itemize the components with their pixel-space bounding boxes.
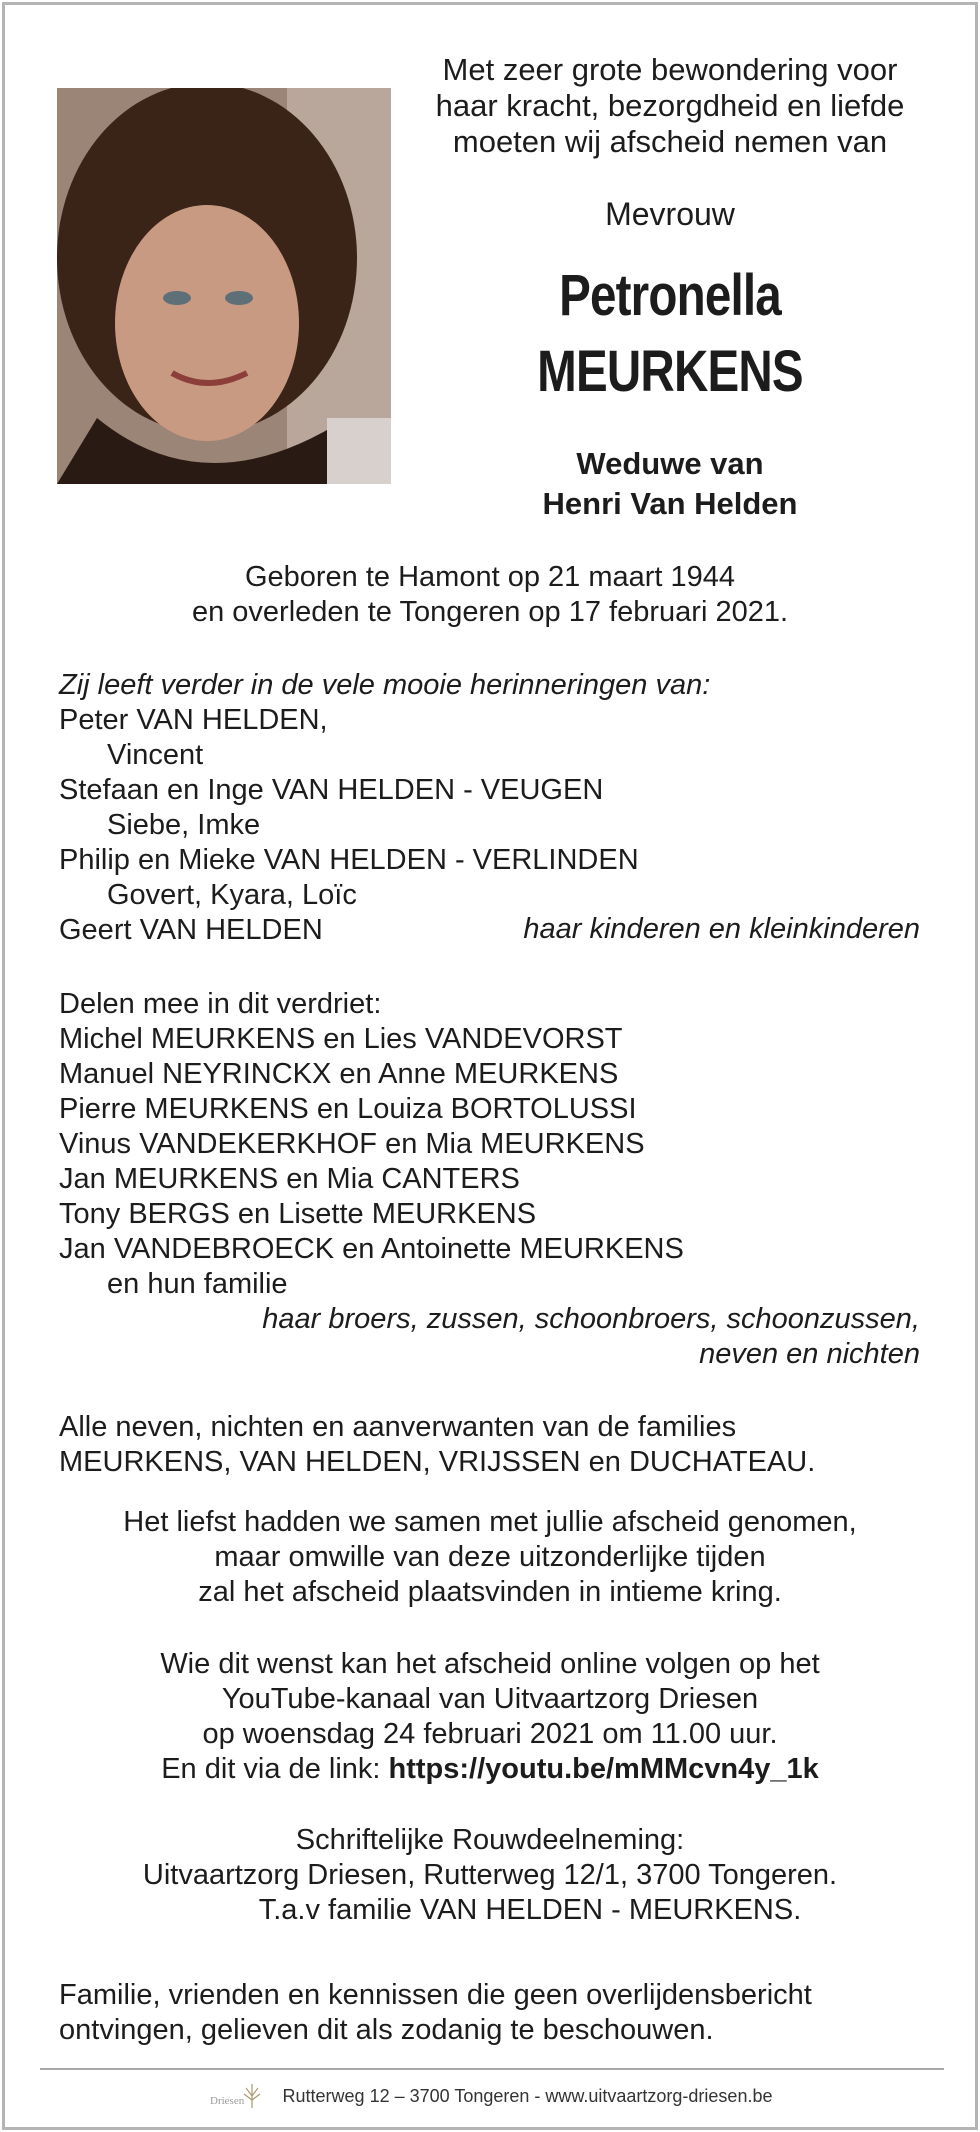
link-prefix: En dit via de link: bbox=[161, 1753, 389, 1785]
farewell-line: zal het afscheid plaatsvinden in intieme kring. bbox=[198, 1576, 782, 1608]
siblings-relation bbox=[262, 1302, 920, 1372]
condolence-section bbox=[40, 1823, 940, 1928]
intro-line: haar kracht, bezorgdheid en liefde bbox=[435, 88, 905, 123]
closing-line: ontvingen, gelieven dit als zodanig te beschouwen. bbox=[59, 2014, 714, 2046]
relative-line: Pierre MEURKENS en Louiza BORTOLUSSI bbox=[59, 1093, 637, 1125]
relative-line: Geert VAN HELDEN bbox=[59, 914, 323, 946]
deceased-name bbox=[449, 258, 892, 410]
relative-line: Tony BERGS en Lisette MEURKENS bbox=[59, 1198, 537, 1230]
footer-address: Rutterweg 12 – 3700 Tongeren - www.uitvaartzorg-driesen.be bbox=[282, 2085, 773, 2106]
footer-divider bbox=[40, 2068, 944, 2070]
relative-line: Philip en Mieke VAN HELDEN - VERLINDEN bbox=[59, 844, 639, 876]
grandchild-line: Vincent bbox=[107, 739, 204, 771]
online-link-line bbox=[40, 1752, 940, 1787]
children-relation: haar kinderen en kleinkinderen bbox=[523, 913, 920, 945]
relative-line: Michel MEURKENS en Lies VANDEVORST bbox=[59, 1023, 623, 1055]
first-name: Petronella bbox=[559, 263, 781, 328]
closing-line: Familie, vrienden en kennissen die geen overlijdensbericht bbox=[59, 1979, 812, 2011]
sharing-section bbox=[59, 987, 939, 1302]
intro-text bbox=[400, 52, 940, 160]
widow-label: Weduwe van bbox=[576, 446, 764, 481]
footer bbox=[0, 2078, 980, 2114]
relative-line: Peter VAN HELDEN, bbox=[59, 704, 328, 736]
youtube-link[interactable]: https://youtu.be/mMMcvn4y_1k bbox=[388, 1753, 819, 1785]
portrait-photo bbox=[57, 88, 391, 484]
salutation: Mevrouw bbox=[605, 196, 735, 232]
farewell-line: maar omwille van deze uitzonderlijke tijden bbox=[214, 1541, 766, 1573]
relative-line: Jan MEURKENS en Mia CANTERS bbox=[59, 1163, 520, 1195]
families-section bbox=[59, 1410, 939, 1480]
online-line: YouTube-kanaal van Uitvaartzorg Driesen bbox=[221, 1683, 759, 1715]
death-line: en overleden te Tongeren op 17 februari 2021. bbox=[191, 596, 789, 628]
relation-line: neven en nichten bbox=[699, 1338, 920, 1370]
funeral-home-logo bbox=[208, 2078, 268, 2114]
birth-line: Geboren te Hamont op 21 maart 1944 bbox=[244, 561, 736, 593]
memories-section bbox=[59, 668, 939, 948]
families-line: Alle neven, nichten en aanverwanten van de families bbox=[59, 1411, 737, 1443]
farewell-section bbox=[40, 1505, 940, 1610]
last-name: MEURKENS bbox=[537, 339, 803, 404]
condolence-heading: Schriftelijke Rouwdeelneming: bbox=[295, 1824, 685, 1856]
relative-line: Jan VANDEBROECK en Antoinette MEURKENS bbox=[59, 1233, 684, 1265]
widow-of bbox=[400, 444, 940, 524]
online-section bbox=[40, 1647, 940, 1787]
intro-line: Met zeer grote bewondering voor bbox=[442, 52, 898, 87]
families-line: MEURKENS, VAN HELDEN, VRIJSSEN en DUCHATEAU. bbox=[59, 1446, 816, 1478]
farewell-line: Het liefst hadden we samen met jullie afscheid genomen, bbox=[123, 1506, 857, 1538]
memories-heading: Zij leeft verder in de vele mooie herinneringen van: bbox=[59, 669, 711, 701]
relative-line: Manuel NEYRINCKX en Anne MEURKENS bbox=[59, 1058, 619, 1090]
condolence-address: Uitvaartzorg Driesen, Rutterweg 12/1, 3700 Tongeren. bbox=[142, 1859, 838, 1891]
sharing-heading: Delen mee in dit verdriet: bbox=[59, 988, 382, 1020]
intro-line: moeten wij afscheid nemen van bbox=[452, 124, 888, 159]
relation-line: haar broers, zussen, schoonbroers, schoonzussen, bbox=[262, 1303, 920, 1335]
relative-line: Vinus VANDEKERKHOF en Mia MEURKENS bbox=[59, 1128, 645, 1160]
birth-death-info bbox=[40, 560, 940, 630]
family-line: en hun familie bbox=[107, 1268, 288, 1300]
grandchild-line: Siebe, Imke bbox=[107, 809, 261, 841]
online-line: op woensdag 24 februari 2021 om 11.00 uur. bbox=[202, 1718, 778, 1750]
grandchild-line: Govert, Kyara, Loïc bbox=[107, 879, 357, 911]
closing-section bbox=[59, 1978, 939, 2048]
online-line: Wie dit wenst kan het afscheid online volgen op het bbox=[160, 1648, 820, 1680]
svg-text:Driesen: Driesen bbox=[209, 2095, 244, 2107]
condolence-attention: T.a.v familie VAN HELDEN - MEURKENS. bbox=[258, 1894, 802, 1926]
relative-line: Stefaan en Inge VAN HELDEN - VEUGEN bbox=[59, 774, 604, 806]
spouse-name: Henri Van Helden bbox=[542, 486, 798, 521]
